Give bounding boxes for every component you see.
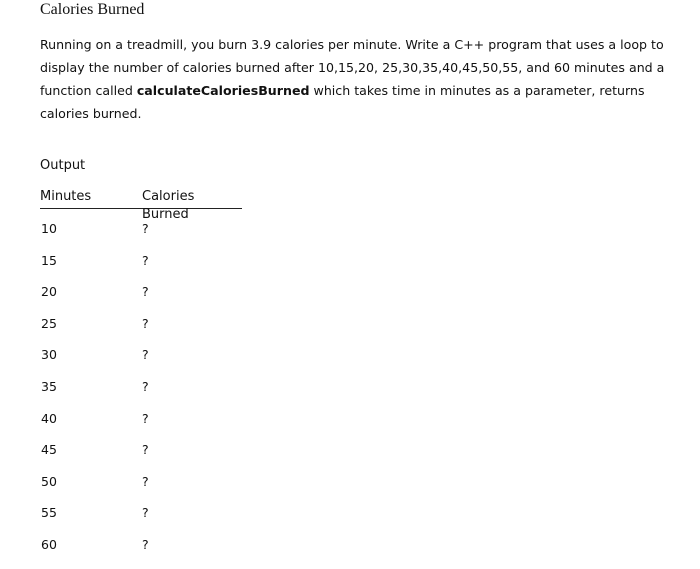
minutes-cell: 40	[41, 410, 57, 426]
calories-cell: ?	[142, 410, 149, 426]
table-row	[40, 379, 242, 411]
calories-cell: ?	[142, 252, 149, 268]
minutes-cell: 45	[41, 442, 57, 458]
calories-cell: ?	[142, 315, 149, 331]
calories-cell: ?	[142, 221, 149, 236]
minutes-cell: 15	[41, 252, 57, 268]
problem-text-after: which takes time in minutes as a parameter, returns calories burned.	[40, 83, 645, 121]
table-row	[40, 474, 242, 506]
table-row	[40, 537, 242, 569]
problem-text-before: Running on a treadmill, you burn 3.9 calories per minute. Write a C++ program that uses a loop to display the number of calories burned after 10,15,20, 25,30,35,40,45,50,55, and 60 minutes and a function called	[40, 37, 665, 98]
calories-cell: ?	[142, 347, 149, 363]
minutes-cell: 50	[41, 473, 57, 489]
calories-cell: ?	[142, 284, 149, 300]
minutes-cell: 10	[41, 221, 57, 236]
table-row	[40, 221, 242, 253]
output-label: Output	[40, 158, 86, 173]
minutes-cell: 30	[41, 347, 57, 363]
minutes-cell: 55	[41, 505, 57, 521]
calories-cell: ?	[142, 505, 149, 521]
table-row	[40, 442, 242, 474]
output-table-body	[40, 221, 242, 569]
table-row	[40, 253, 242, 285]
problem-statement	[40, 33, 680, 125]
calories-cell: ?	[142, 442, 149, 458]
function-name: calculateCaloriesBurned	[136, 83, 310, 98]
calories-cell: ?	[142, 536, 149, 552]
calories-cell: ?	[142, 378, 149, 394]
page-title: Calories Burned	[40, 1, 145, 18]
calories-column-header: Calories Burned	[142, 189, 195, 222]
minutes-cell: 20	[41, 284, 57, 300]
minutes-cell: 35	[41, 378, 57, 394]
calories-cell: ?	[142, 473, 149, 489]
minutes-cell: 25	[41, 315, 57, 331]
table-row	[40, 316, 242, 348]
minutes-cell: 60	[41, 536, 57, 552]
table-row	[40, 284, 242, 316]
minutes-column-header: Minutes	[40, 189, 92, 204]
table-header	[40, 188, 242, 222]
table-row	[40, 411, 242, 443]
table-row	[40, 505, 242, 537]
table-row	[40, 347, 242, 379]
